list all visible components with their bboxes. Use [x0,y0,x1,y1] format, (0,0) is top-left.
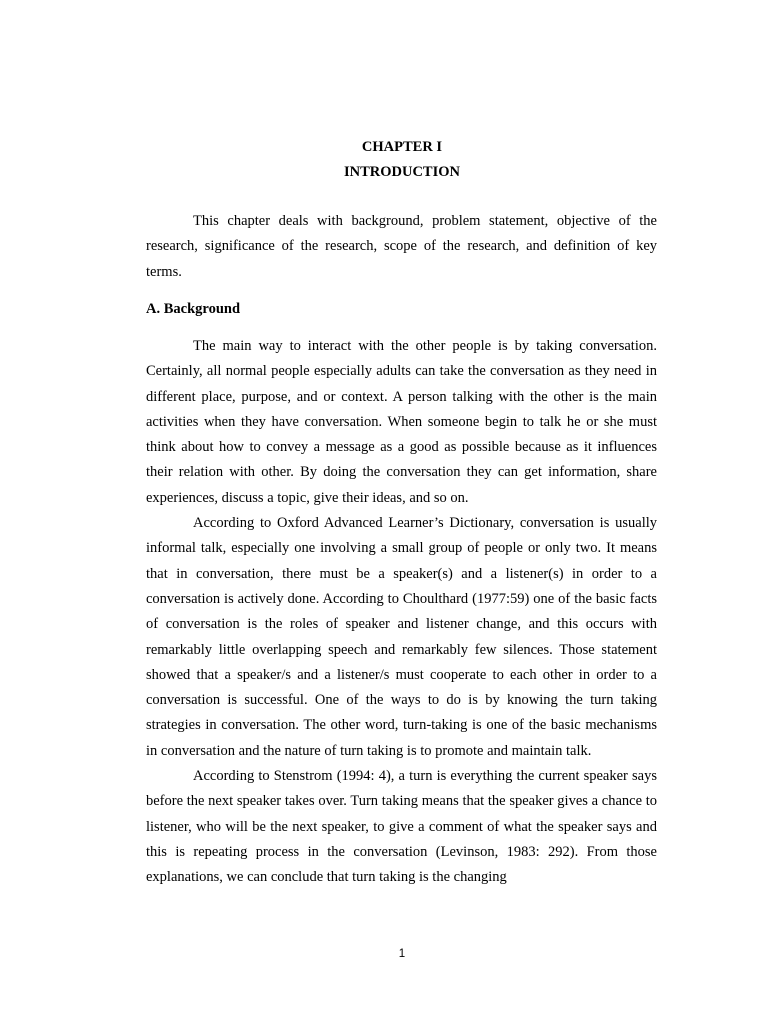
body-paragraph: The main way to interact with the other people is by taking conversation. Certainly, all normal people especially adults can take the conversation as they need in different place, purpose, and or context. A person talking with the other is the main activities when they have conversation. When someone begin to talk he or she must think about how to convey a message as a good as possible because as it influences their relation with other. By doing the conversation they can get information, share experiences, discuss a topic, give their ideas, and so on. [146,338,657,506]
chapter-title: INTRODUCTION [343,164,460,180]
intro-paragraph: This chapter deals with background, problem statement, objective of the research, significance of the research, scope of the research, and definition of key terms. [146,213,657,280]
intro-section [146,209,657,285]
page-number: 1 [398,948,406,960]
body-paragraph: According to Oxford Advanced Learner’s Dictionary, conversation is usually informal talk, especially one involving a small group of people or only two. It means that in conversation, there must be a speaker(s) and a listener(s) in order to a conversation is actively done. According to Choulthard (1977:59) one of the basic facts of conversation is the roles of speaker and listener change, and this occurs with remarkably little overlapping speech and remarkably few silences. Those statement showed that a speaker/s and a listener/s must cooperate to each other in order to a conversation is successful. One of the ways to do is by knowing the turn taking strategies in conversation. The other word, turn-taking is one of the basic mechanisms in conversation and the nature of turn taking is to promote and maintain talk. [146,515,657,759]
body-paragraph: According to Stenstrom (1994: 4), a turn is everything the current speaker says before the next speaker takes over. Turn taking means that the speaker gives a chance to listener, who will be the next speaker, to give a comment of what the speaker says and this is repeating process in the conversation (Levinson, 1983: 292). From those explanations, we can conclude that turn taking is the changing [146,768,657,886]
background-section [146,334,657,914]
section-heading: A. Background [146,301,241,317]
chapter-label: CHAPTER I [361,139,443,155]
